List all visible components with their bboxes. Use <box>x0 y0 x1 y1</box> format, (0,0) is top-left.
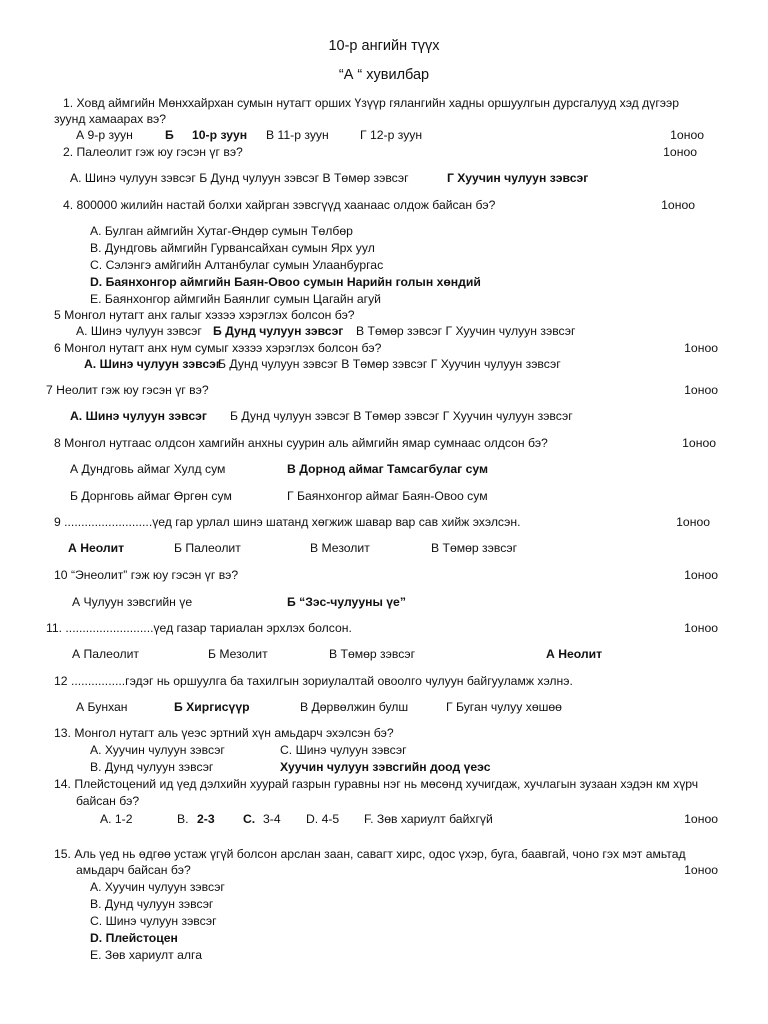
q9-option-c: В Мезолит <box>310 541 370 555</box>
q13-option-a: A. Хуучин чулуун зэвсэг <box>90 743 225 757</box>
q10-answer: Б “Зэс-чулууны үе” <box>287 595 406 609</box>
q7-points: 1оноо <box>684 383 718 397</box>
q14-option-b-answer: 2-3 <box>197 812 215 826</box>
q14-points: 1оноо <box>684 812 718 826</box>
q4-option-a: A. Булган аймгийн Хутаг-Өндөр сумын Төлбөр <box>90 224 353 238</box>
page-title: 10-р ангийн түүх <box>328 38 440 54</box>
q9-option-d: В Төмөр зэвсэг <box>431 541 518 555</box>
q13-option-c: C. Шинэ чулуун зэвсэг <box>280 743 407 757</box>
q11-text: 11. ..........................үед газар тариалан эрхлэх болсон. <box>46 621 352 635</box>
q2-points: 1оноо <box>663 145 697 159</box>
q15-option-a: A. Хуучин чулуун зэвсэг <box>90 880 225 894</box>
q14-option-c-letter: C. <box>243 812 256 826</box>
q4-option-e: E. Баянхонгор аймгийн Баянлиг сумын Цагайн агуй <box>90 292 381 306</box>
q8-points: 1оноо <box>682 436 716 450</box>
q15-option-c: C. Шинэ чулуун зэвсэг <box>90 914 217 928</box>
q2-answer: Г Хуучин чулуун зэвсэг <box>447 171 589 185</box>
q2-text: 2. Палеолит гэж юу гэсэн үг вэ? <box>63 145 243 159</box>
q11-points: 1оноо <box>684 621 718 635</box>
q12-option-c: В Дөрвөлжин булш <box>300 700 409 714</box>
q11-option-c: В Төмөр зэвсэг <box>329 647 416 661</box>
q12-option-d: Г Буган чулуу хөшөө <box>446 700 562 714</box>
q14-option-f: F. Зөв хариулт байхгүй <box>364 812 493 826</box>
q4-text: 4. 800000 жилийн настай болхи хайрган зэвсгүүд хаанаас олдож байсан бэ? <box>63 198 496 212</box>
q7-answer: А. Шинэ чулуун зэвсэг <box>70 409 207 423</box>
q9-option-b: Б Палеолит <box>174 541 241 555</box>
q6-options-rest: Б Дунд чулуун зэвсэг В Төмөр зэвсэг Г Хуучин чулуун зэвсэг <box>218 357 561 371</box>
q5-option-a: А. Шинэ чулуун зэвсэг <box>76 324 202 338</box>
q5-text: 5 Монгол нутагт анх галыг хэзээ хэрэглэх болсон бэ? <box>54 308 355 322</box>
q8-answer: В Дорнод аймаг Тамсагбулаг сум <box>287 462 488 476</box>
q14-option-b-letter: B. <box>177 812 189 826</box>
q9-text: 9 ..........................үед гар урлал шинэ шатанд хөгжиж шавар вар сав хийж эхэлсэн. <box>54 515 521 529</box>
q15-answer: D. Плейстоцен <box>90 931 178 945</box>
q14-text-line2: байсан бэ? <box>76 794 140 808</box>
q1-option-a: А 9-р зуун <box>76 128 133 142</box>
q8-option-d: Г Баянхонгор аймаг Баян-Овоо сум <box>287 489 488 503</box>
q1-points: 1оноо <box>670 128 704 142</box>
q8-text: 8 Монгол нутгаас олдсон хамгийн анхны суурин аль аймгийн ямар сумнаас олдсон бэ? <box>54 436 548 450</box>
q10-text: 10 “Энеолит” гэж юу гэсэн үг вэ? <box>54 568 239 582</box>
q12-text: 12 ................гэдэг нь оршуулга ба тахилгын зориулалтай овоолго чулуун байгууламж хэлнэ. <box>54 674 573 688</box>
q15-option-e: E. Зөв хариулт алга <box>90 948 202 962</box>
q1-option-c: В 11-р зуун <box>266 128 329 142</box>
q6-points: 1оноо <box>684 341 718 355</box>
q1-text-line2: зуунд хамаарах вэ? <box>54 112 167 126</box>
q14-option-d: D. 4-5 <box>306 812 340 826</box>
q1-option-b-answer: 10-р зуун <box>192 128 248 142</box>
q13-text: 13. Монгол нутагт аль үеэс эртний хүн амьдарч эхэлсэн бэ? <box>54 726 394 740</box>
q12-answer: Б Хиргисүүр <box>174 700 250 714</box>
q15-text-line1: 15. Аль үед нь өдгөө устаж үгүй болсон арслан заан, савагт хирс, одос үхэр, буга, баавгай, чоно гэх мэт амьтад <box>54 847 686 861</box>
q9-points: 1оноо <box>676 515 710 529</box>
q14-text-line1: 14. Плейстоцений ид үед дэлхийн хуурай газрын гуравны нэг нь мөсөнд хучигдаж, хучлагын зузаан хэдэн км хүрч <box>54 777 699 791</box>
q5-options-rest: В Төмөр зэвсэг Г Хуучин чулуун зэвсэг <box>356 324 576 338</box>
q15-points: 1оноо <box>684 863 718 877</box>
q4-option-b: B. Дундговь аймгийн Гурвансайхан сумын Ярх уул <box>90 241 375 255</box>
q14-option-a: A. 1-2 <box>100 812 133 826</box>
q11-option-b: Б Мезолит <box>208 647 268 661</box>
q7-text: 7 Неолит гэж юу гэсэн үг вэ? <box>46 383 209 397</box>
q4-points: 1оноо <box>661 198 695 212</box>
q12-option-a: А Бунхан <box>76 700 128 714</box>
q10-points: 1оноо <box>684 568 718 582</box>
q15-text-line2: амьдарч байсан бэ? <box>76 863 191 877</box>
q11-answer: А Неолит <box>546 647 603 661</box>
variant-label: “А “ хувилбар <box>338 67 430 83</box>
q1-option-d: Г 12-р зуун <box>360 128 423 142</box>
q6-answer: А. Шинэ чулуун зэвсэг <box>84 357 221 371</box>
q4-option-d-answer: D. Баянхонгор аймгийн Баян-Овоо сумын Нарийн голын хөндий <box>90 275 481 289</box>
q8-option-c: Б Дорнговь аймаг Өргөн сум <box>70 489 232 503</box>
q2-options: А. Шинэ чулуун зэвсэг Б Дунд чулуун зэвсэг В Төмөр зэвсэг <box>70 171 409 185</box>
q14-option-c: 3-4 <box>263 812 281 826</box>
q13-answer: Хуучин чулуун зэвсгийн доод үеэс <box>280 760 491 774</box>
q6-text: 6 Монгол нутагт анх нум сумыг хэзээ хэрэглэх болсон бэ? <box>54 341 382 355</box>
q10-option-a: А Чулуун зэвсгийн үе <box>72 595 193 609</box>
q15-option-b: B. Дунд чулуун зэвсэг <box>90 897 214 911</box>
q13-option-b: B. Дунд чулуун зэвсэг <box>90 760 214 774</box>
q7-options-rest: Б Дунд чулуун зэвсэг В Төмөр зэвсэг Г Хуучин чулуун зэвсэг <box>230 409 573 423</box>
q8-option-a: А Дундговь аймаг Хулд сум <box>70 462 226 476</box>
q9-answer: А Неолит <box>68 541 125 555</box>
q11-option-a: А Палеолит <box>72 647 139 661</box>
q1-option-b-letter: Б <box>165 128 174 142</box>
q1-text-line1: 1. Ховд аймгийн Мөнххайрхан сумын нутагт орших Үзүүр гялангийн хадны оршуулгын дурсгалууд хэд дүгээр <box>63 96 680 110</box>
q4-option-c: C. Сэлэнгэ амйгийн Алтанбулаг сумын Улаанбургас <box>90 258 384 272</box>
q5-answer: Б Дунд чулуун зэвсэг <box>213 324 344 338</box>
